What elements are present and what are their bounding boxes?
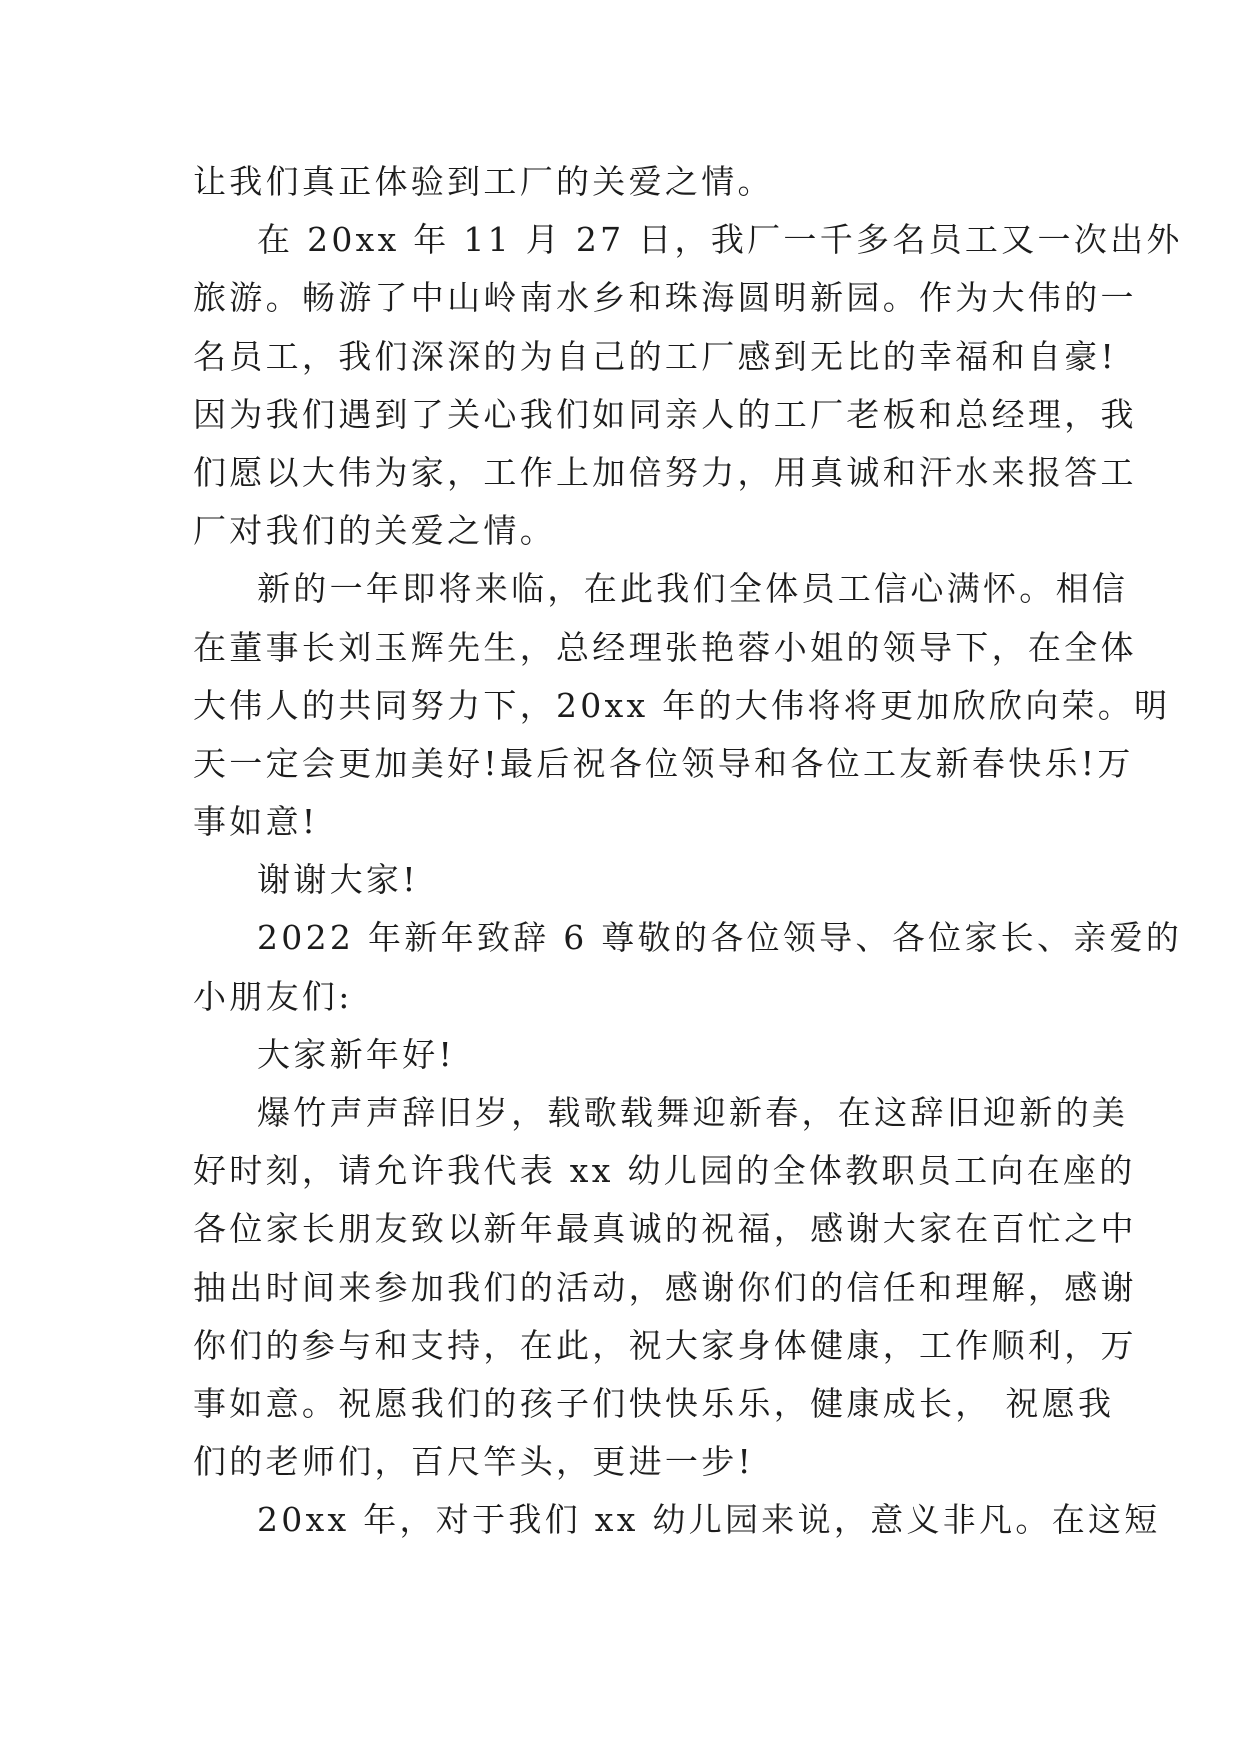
text-line: 因为我们遇到了关心我们如同亲人的工厂老板和总经理，我 (193, 394, 1137, 434)
paragraph-start-line: 新的一年即将来临，在此我们全体员工信心满怀。相信 (257, 569, 1129, 609)
text-line: 们的老师们，百尺竿头，更进一步! (193, 1442, 755, 1482)
text-line: 天一定会更加美好!最后祝各位领导和各位工友新春快乐!万 (193, 743, 1134, 783)
paragraph-start-line: 2022 年新年致辞 6 尊敬的各位领导、各位家长、亲爱的 (257, 918, 1183, 958)
paragraph-start-line: 爆竹声声辞旧岁，载歌载舞迎新春，在这辞旧迎新的美 (257, 1093, 1129, 1132)
text-line: 名员工，我们深深的为自己的工厂感到无比的幸福和自豪! (193, 336, 1118, 376)
document-body (193, 153, 1183, 1550)
paragraph-start-line: 在 20xx 年 11 月 27 日，我厂一千多名员工又一次出外 (257, 220, 1183, 260)
text-line: 事如意! (193, 802, 319, 842)
paragraph-start-line: 20xx 年，对于我们 xx 幼儿园来说，意义非凡。在这短 (257, 1500, 1161, 1540)
text-line: 大伟人的共同努力下，20xx 年的大伟将将更加欣欣向荣。明 (193, 685, 1171, 725)
text-line: 各位家长朋友致以新年最真诚的祝福，感谢大家在百忙之中 (193, 1209, 1137, 1249)
text-line: 抽出时间来参加我们的活动，感谢你们的信任和理解，感谢 (193, 1267, 1137, 1307)
text-line: 你们的参与和支持，在此，祝大家身体健康，工作顺利，万 (193, 1325, 1137, 1365)
paragraph-start-line: 大家新年好! (257, 1034, 456, 1074)
text-line: 小朋友们: (193, 976, 353, 1016)
text-line: 好时刻，请允许我代表 xx 幼儿园的全体教职员工向在座的 (193, 1151, 1136, 1191)
text-line: 厂对我们的关爱之情。 (193, 511, 556, 551)
text-line: 们愿以大伟为家，工作上加倍努力，用真诚和汗水来报答工 (193, 452, 1137, 492)
text-line: 旅游。畅游了中山岭南水乡和珠海圆明新园。作为大伟的一 (193, 278, 1137, 318)
text-line: 让我们真正体验到工厂的关爱之情。 (193, 162, 774, 201)
text-line: 在董事长刘玉辉先生，总经理张艳蓉小姐的领导下，在全体 (193, 627, 1137, 667)
text-line: 事如意。祝愿我们的孩子们快快乐乐，健康成长， 祝愿我 (193, 1383, 1115, 1423)
paragraph-start-line: 谢谢大家! (257, 860, 419, 900)
